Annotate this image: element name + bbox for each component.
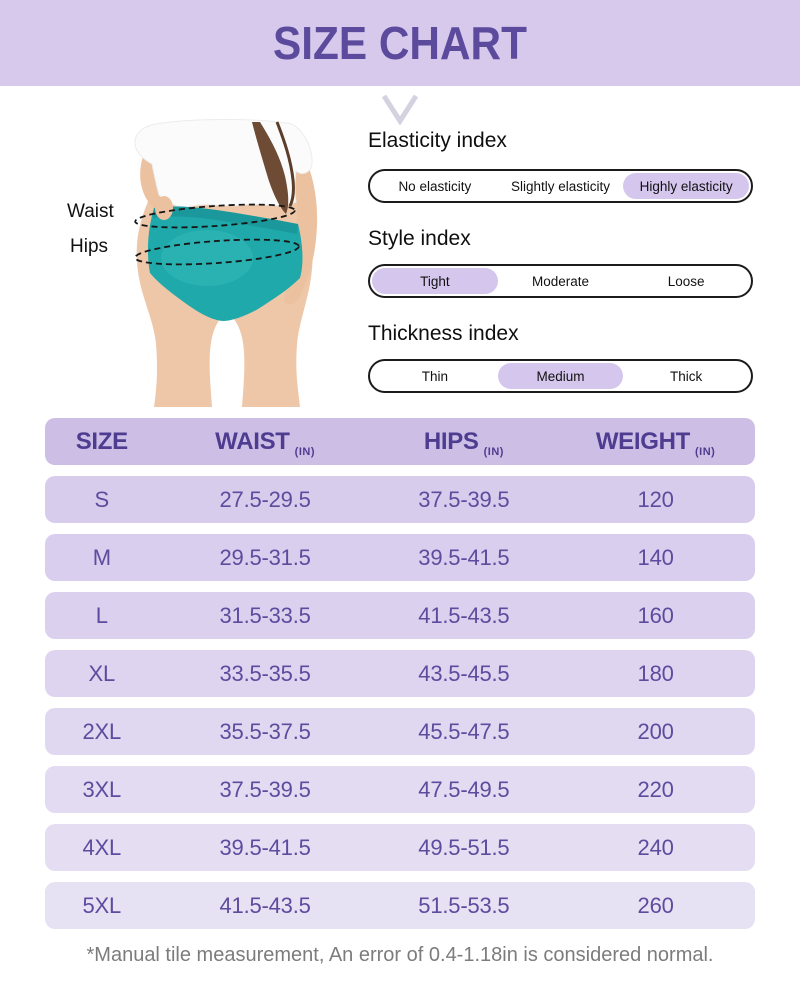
elasticity-index-title: Elasticity index [368,129,507,152]
cell-waist: 37.5-39.5 [219,776,311,802]
cell-size: 3XL [82,776,122,802]
cell-waist: 29.5-31.5 [219,544,311,570]
cell-hips: 47.5-49.5 [418,776,510,802]
cell-hips: 45.5-47.5 [418,718,510,744]
size-row-l [45,592,755,639]
hips-label: Hips [70,236,109,257]
unit-label: (IN) [483,445,504,458]
size-table [45,418,755,929]
size-row-s [45,476,755,523]
measurement-footnote: *Manual tile measurement, An error of 0.4-1.18in is considered normal. [86,944,714,966]
option-thin: Thin [421,368,448,384]
cell-size: S [94,486,110,512]
cell-size: 4XL [82,834,122,860]
brief-highlight [161,230,253,286]
option-highly-elasticity: Highly elasticity [623,173,749,199]
cell-size: L [95,602,108,628]
size-table-body [45,476,755,929]
thickness-scale-bar [368,359,753,393]
cell-waist: 27.5-29.5 [219,486,311,512]
style-scale-bar [368,264,753,298]
model-figure-svg [112,116,336,407]
header-weight: WEIGHT $_{(IN)}$ [595,427,716,458]
model-photo [112,116,336,407]
cell-size: 2XL [82,718,122,744]
cell-waist: 39.5-41.5 [219,834,311,860]
option-tight: Tight [372,268,498,294]
cell-hips: 43.5-45.5 [418,660,510,686]
option-moderate: Moderate [531,273,590,289]
size-chart-banner [0,0,800,86]
cell-size: 5XL [82,892,122,918]
elasticity-scale-bar [368,169,753,203]
style-index-title: Style index [368,227,471,250]
cell-hips: 39.5-41.5 [418,544,510,570]
header-size: SIZE [75,427,128,455]
unit-label: (IN) [294,445,315,458]
option-thick: Thick [670,368,703,384]
size-row-5xl [45,882,755,929]
cell-weight: 260 [637,892,674,918]
cell-waist: 35.5-37.5 [219,718,311,744]
cell-waist: 41.5-43.5 [219,892,311,918]
unit-label: (IN) [695,445,716,458]
cell-weight: 160 [637,602,674,628]
cell-weight: 180 [637,660,674,686]
size-row-3xl [45,766,755,813]
chevron-down-icon [380,93,420,125]
page-title: SIZE CHART [273,17,527,69]
cell-weight: 120 [637,486,674,512]
size-row-m [45,534,755,581]
cell-hips: 51.5-53.5 [418,892,510,918]
size-row-xl [45,650,755,697]
hand-shape [155,196,173,220]
cell-size: XL [88,660,116,686]
cell-hips: 37.5-39.5 [418,486,510,512]
cell-waist: 33.5-35.5 [219,660,311,686]
cell-weight: 140 [637,544,674,570]
cell-weight: 200 [637,718,674,744]
cell-weight: 220 [637,776,674,802]
option-slightly-elasticity: Slightly elasticity [510,178,611,194]
cell-weight: 240 [637,834,674,860]
thickness-index-title: Thickness index [368,322,519,345]
option-medium: Medium [498,363,624,389]
waist-label: Waist [67,201,114,222]
cell-waist: 31.5-33.5 [219,602,311,628]
option-no-elasticity: No elasticity [398,178,472,194]
cell-size: M [92,544,111,570]
cell-hips: 41.5-43.5 [418,602,510,628]
size-row-4xl [45,824,755,871]
option-loose: Loose [667,273,705,289]
header-waist: WAIST $_{(IN)}$ [215,427,315,458]
cell-hips: 49.5-51.5 [418,834,510,860]
size-table-header [45,418,755,465]
header-hips: HIPS $_{(IN)}$ [423,427,504,458]
size-row-2xl [45,708,755,755]
